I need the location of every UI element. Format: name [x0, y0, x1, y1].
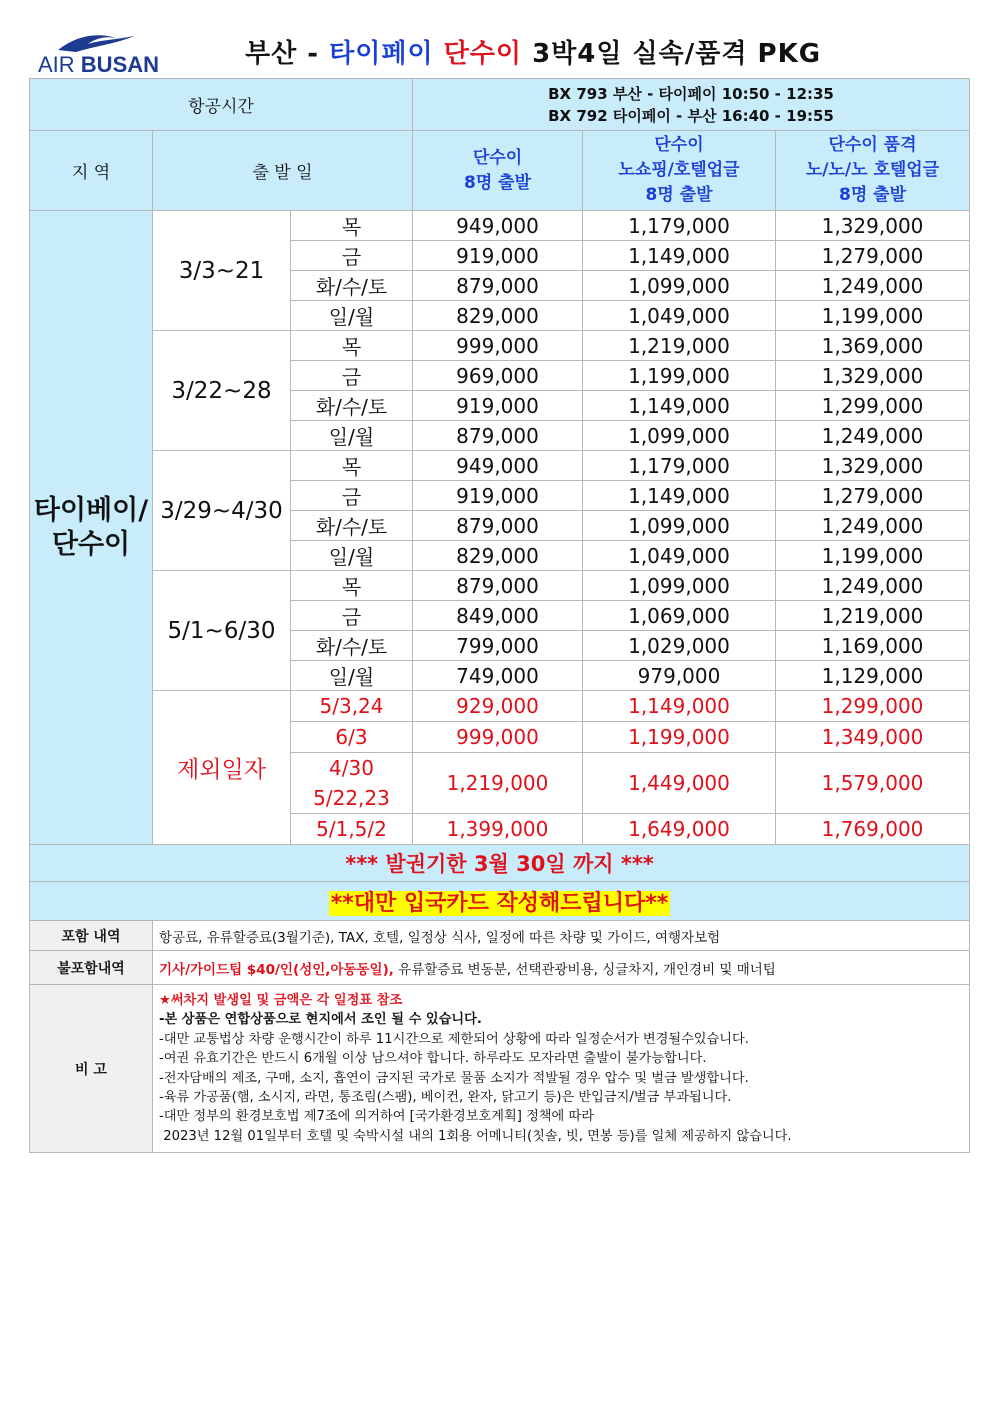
note-line: -대만 정부의 환경보호법 제7조에 의거하여 [국가환경보호계획] 정책에 따라: [159, 1109, 594, 1125]
col-header-noshopping: 단수이 노쇼핑/호텔업글 8명 출발: [583, 131, 776, 211]
price-cell: 1,099,000: [583, 271, 776, 301]
price-cell: 1,149,000: [583, 691, 776, 722]
excluded-date-cell: 5/1,5/2: [291, 814, 413, 845]
price-cell: 749,000: [413, 661, 583, 691]
price-cell: 1,179,000: [583, 211, 776, 241]
price-cell: 1,029,000: [583, 631, 776, 661]
weekday-cell: 일/월: [291, 301, 413, 331]
ticketing-deadline-banner: *** 발권기한 3월 30일 까지 ***: [30, 845, 970, 882]
note-line: -육류 가공품(햄, 소시지, 라면, 통조림(스팸), 베이컨, 완자, 닭고기 등)은 반입금지/벌금 부과됩니다.: [159, 1090, 732, 1106]
notes-label: 비 고: [30, 985, 153, 1153]
price-cell: 1,249,000: [776, 571, 970, 601]
price-cell: 979,000: [583, 661, 776, 691]
price-cell: 1,299,000: [776, 391, 970, 421]
price-cell: 1,249,000: [776, 511, 970, 541]
price-cell: 1,769,000: [776, 814, 970, 845]
flight-schedule: BX 793 부산 - 타이페이 10:50 - 12:35 BX 792 타이페이 - 부산 16:40 - 19:55: [413, 79, 970, 131]
bird-logo-icon: [56, 30, 136, 54]
price-cell: 1,219,000: [583, 331, 776, 361]
price-cell: 1,329,000: [776, 211, 970, 241]
price-cell: 1,129,000: [776, 661, 970, 691]
flight-time-label: 항공시간: [30, 79, 413, 131]
note-line: -여권 유효기간은 반드시 6개월 이상 남으셔야 합니다. 하루라도 모자라면 출발이 불가능합니다.: [159, 1051, 707, 1067]
included-label: 포함 내역: [30, 921, 153, 951]
price-cell: 1,199,000: [776, 301, 970, 331]
note-line: 2023년 12월 01일부터 호텔 및 숙박시설 내의 1회용 어메니티(칫솔, 빗, 면봉 등)를 일체 제공하지 않습니다.: [159, 1128, 792, 1144]
weekday-cell: 목: [291, 211, 413, 241]
price-cell: 1,329,000: [776, 451, 970, 481]
table-row: [30, 921, 970, 951]
price-cell: 1,149,000: [583, 481, 776, 511]
price-cell: 879,000: [413, 421, 583, 451]
note-line: -본 상품은 연합상품으로 현지에서 조인 될 수 있습니다.: [159, 1012, 482, 1028]
table-row: [30, 451, 970, 481]
price-cell: 1,179,000: [583, 451, 776, 481]
price-table: [29, 78, 970, 1153]
price-cell: 1,369,000: [776, 331, 970, 361]
price-cell: 1,249,000: [776, 421, 970, 451]
excluded-dates-label: 제외일자: [153, 691, 291, 845]
note-line: ★써차지 발생일 및 금액은 각 일정표 참조: [159, 993, 403, 1008]
price-cell: 1,249,000: [776, 271, 970, 301]
price-cell: 919,000: [413, 241, 583, 271]
excluded-date-cell: 5/3,24: [291, 691, 413, 722]
price-cell: 1,329,000: [776, 361, 970, 391]
price-cell: 829,000: [413, 301, 583, 331]
price-cell: 1,099,000: [583, 511, 776, 541]
table-row: [30, 331, 970, 361]
weekday-cell: 일/월: [291, 541, 413, 571]
page-header: [30, 28, 970, 78]
departure-date-header: 출 발 일: [153, 131, 413, 211]
price-cell: 1,169,000: [776, 631, 970, 661]
price-cell: 1,449,000: [583, 753, 776, 814]
note-line: -전자담배의 제조, 구매, 소지, 흡연이 금지된 국가로 물품 소지가 적발될 경우 압수 및 벌금 발생합니다.: [159, 1070, 749, 1086]
price-cell: 1,199,000: [776, 541, 970, 571]
price-cell: 949,000: [413, 451, 583, 481]
weekday-cell: 화/수/토: [291, 271, 413, 301]
table-row: [30, 211, 970, 241]
table-row: [30, 691, 970, 722]
weekday-cell: 화/수/토: [291, 391, 413, 421]
air-busan-logo: AIR BUSAN: [38, 30, 158, 76]
price-cell: 949,000: [413, 211, 583, 241]
weekday-cell: 금: [291, 481, 413, 511]
col-header-basic: 단수이 8명 출발: [413, 131, 583, 211]
price-cell: 969,000: [413, 361, 583, 391]
price-cell: 1,579,000: [776, 753, 970, 814]
price-cell: 1,199,000: [583, 722, 776, 753]
price-cell: 1,279,000: [776, 241, 970, 271]
region-cell: 타이베이/ 단수이: [30, 211, 153, 845]
price-cell: 919,000: [413, 481, 583, 511]
excluded-date-cell: 4/30 5/22,23: [291, 753, 413, 814]
price-cell: 999,000: [413, 722, 583, 753]
col-header-premium: 단수이 품격 노/노/노 호텔업글 8명 출발: [776, 131, 970, 211]
region-header: 지 역: [30, 131, 153, 211]
table-row: [30, 882, 970, 921]
table-row: [30, 571, 970, 601]
weekday-cell: 일/월: [291, 661, 413, 691]
weekday-cell: 일/월: [291, 421, 413, 451]
price-cell: 1,149,000: [583, 391, 776, 421]
price-cell: 879,000: [413, 271, 583, 301]
weekday-cell: 화/수/토: [291, 631, 413, 661]
period-cell: 3/29~4/30: [153, 451, 291, 571]
period-cell: 5/1~6/30: [153, 571, 291, 691]
weekday-cell: 화/수/토: [291, 511, 413, 541]
weekday-cell: 금: [291, 241, 413, 271]
period-cell: 3/22~28: [153, 331, 291, 451]
price-cell: 999,000: [413, 331, 583, 361]
price-cell: 1,099,000: [583, 421, 776, 451]
weekday-cell: 목: [291, 451, 413, 481]
price-cell: 879,000: [413, 571, 583, 601]
price-cell: 1,279,000: [776, 481, 970, 511]
weekday-cell: 금: [291, 361, 413, 391]
price-cell: 1,069,000: [583, 601, 776, 631]
price-cell: 879,000: [413, 511, 583, 541]
table-row: [30, 845, 970, 882]
excluded-date-cell: 6/3: [291, 722, 413, 753]
price-cell: 1,049,000: [583, 301, 776, 331]
entry-card-banner: **대만 입국카드 작성해드립니다**: [30, 882, 970, 921]
page-title: 부산 - 타이페이 단수이 3박4일 실속/품격 PKG: [245, 39, 822, 69]
period-cell: 3/3~21: [153, 211, 291, 331]
weekday-cell: 목: [291, 331, 413, 361]
price-cell: 1,049,000: [583, 541, 776, 571]
price-cell: 829,000: [413, 541, 583, 571]
price-cell: 1,299,000: [776, 691, 970, 722]
price-cell: 849,000: [413, 601, 583, 631]
weekday-cell: 목: [291, 571, 413, 601]
price-cell: 799,000: [413, 631, 583, 661]
not-included-text: 기사/가이드팁 $40/인(성인,아동동일), 유류할증료 변동분, 선택관광비용, 싱글차지, 개인경비 및 매너팁: [153, 951, 970, 985]
notes-text: [153, 985, 970, 1153]
price-cell: 1,399,000: [413, 814, 583, 845]
weekday-cell: 금: [291, 601, 413, 631]
price-cell: 1,099,000: [583, 571, 776, 601]
price-cell: 1,649,000: [583, 814, 776, 845]
not-included-label: 불포함내역: [30, 951, 153, 985]
price-cell: 1,219,000: [776, 601, 970, 631]
price-cell: 1,149,000: [583, 241, 776, 271]
price-cell: 1,219,000: [413, 753, 583, 814]
table-row: [30, 951, 970, 985]
price-cell: 1,199,000: [583, 361, 776, 391]
table-row: [30, 985, 970, 1153]
price-cell: 929,000: [413, 691, 583, 722]
price-cell: 919,000: [413, 391, 583, 421]
note-line: -대만 교통법상 차량 운행시간이 하루 11시간으로 제한되어 상황에 따라 일정순서가 변경될수있습니다.: [159, 1031, 749, 1047]
included-text: 항공료, 유류할증료(3월기준), TAX, 호텔, 일정상 식사, 일정에 따른 차량 및 가이드, 여행자보험: [153, 921, 970, 951]
price-cell: 1,349,000: [776, 722, 970, 753]
